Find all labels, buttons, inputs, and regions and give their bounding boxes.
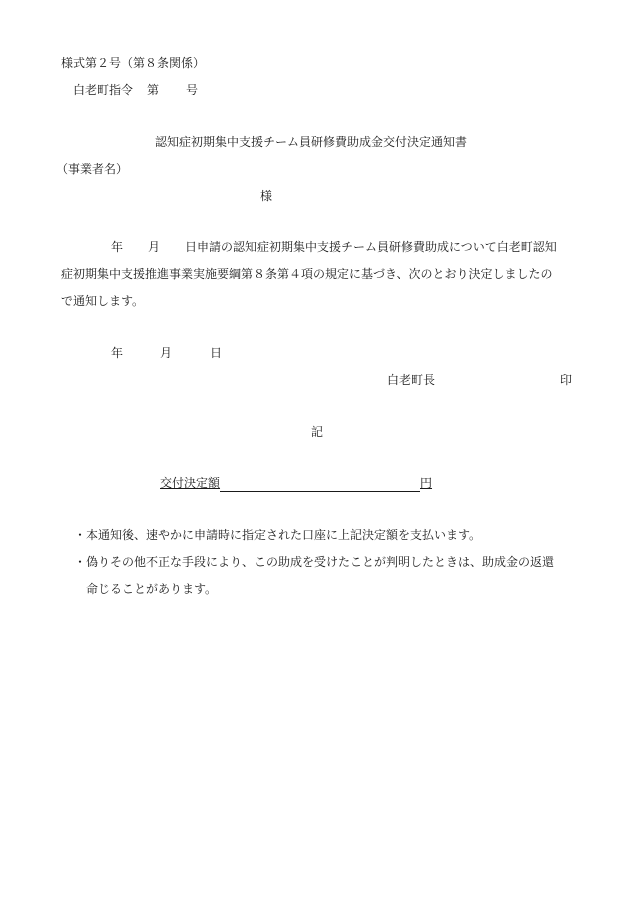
command-dai: 第 (147, 83, 160, 97)
recipient-honorific: 様 (260, 189, 273, 203)
note-bullet-1: ・ (74, 528, 87, 542)
body-line-3: で通知します。 (61, 294, 145, 308)
seal-mark: 印 (560, 373, 573, 387)
command-prefix: 白老町指令 (73, 83, 134, 97)
document-title: 認知症初期集中支援チーム員研修費助成金交付決定通知書 (155, 135, 468, 149)
note-text-2: 偽りその他不正な手段により、この助成を受けたことが判明したときは、助成金の返還 (86, 555, 555, 569)
form-number: 様式第２号（第８条関係） (61, 56, 206, 70)
command-go: 号 (186, 83, 199, 97)
mayor-title: 白老町長 (387, 373, 436, 387)
date-nen: 年 (111, 346, 124, 360)
date-tsuki: 月 (160, 346, 173, 360)
note-text-2-continuation: 命じることがあります。 (86, 582, 218, 596)
note-bullet-2: ・ (74, 555, 87, 569)
note-text-1: 本通知後、速やかに申請時に指定された口座に上記決定額を支払います。 (86, 528, 482, 542)
amount-unit: 円 (420, 476, 433, 490)
body-line-1: 日申請の認知症初期集中支援チーム員研修費助成について白老町認知 (185, 240, 557, 254)
ki-heading: 記 (311, 425, 324, 439)
amount-field (220, 475, 420, 492)
body-tsuki: 月 (148, 240, 161, 254)
body-line-2: 症初期集中支援推進事業実施要綱第８条第４項の規定に基づき、次のとおり決定しましたの (61, 267, 553, 281)
recipient-label: （事業者名） (56, 162, 129, 176)
date-hi: 日 (210, 346, 223, 360)
amount-label: 交付決定額 (160, 476, 221, 490)
body-nen: 年 (111, 240, 124, 254)
